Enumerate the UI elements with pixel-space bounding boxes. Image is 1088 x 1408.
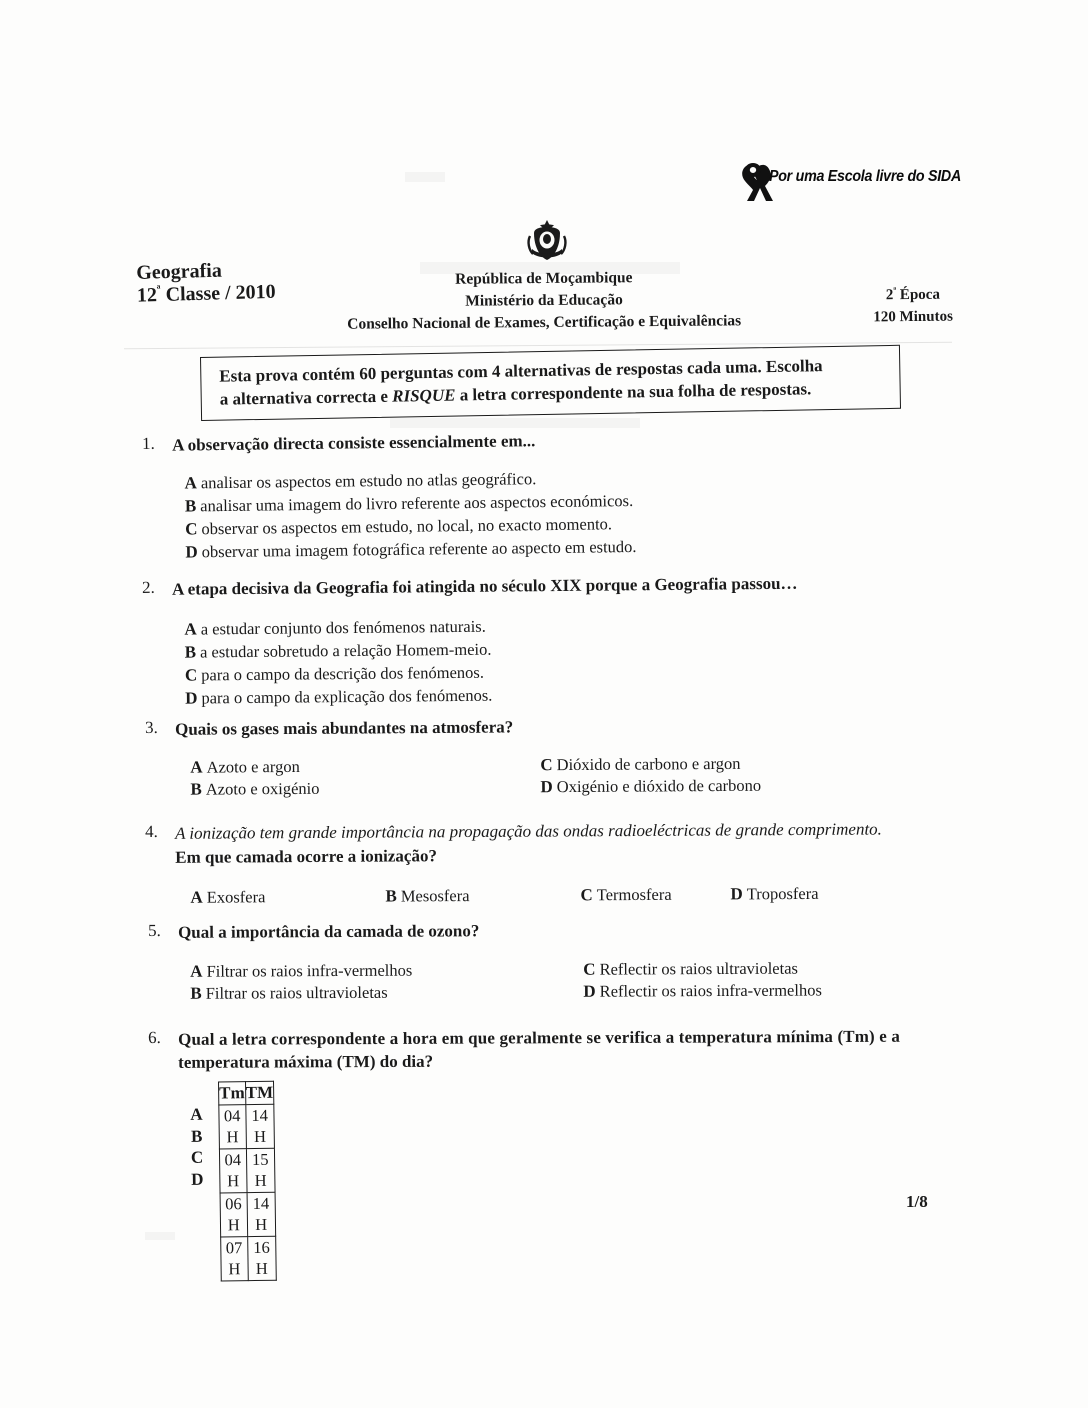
question-4-option-c[interactable]	[580, 885, 671, 906]
question-6-row-labels	[182, 1104, 211, 1190]
question-4-text-bold: Em que camada ocorre a ionização?	[175, 846, 438, 868]
option-text: a estudar conjunto dos fenómenos naturais.	[200, 617, 486, 639]
option-text: Filtrar os raios infra-vermelhos	[206, 961, 413, 982]
option-text: Azoto e oxigénio	[205, 779, 320, 800]
option-text: Dióxido de carbono e argon	[556, 754, 741, 775]
question-3-option-a[interactable]	[190, 756, 300, 780]
question-6-header	[148, 1024, 968, 1051]
question-5-number: 5.	[148, 920, 161, 940]
question-3-number: 3.	[145, 717, 158, 737]
exam-session-block	[838, 284, 988, 329]
question-3-option-b[interactable]	[190, 778, 319, 802]
option-text: Mesosfera	[400, 885, 470, 906]
question-5	[148, 916, 1008, 1009]
question-2-header	[142, 570, 982, 602]
question-1	[142, 424, 944, 564]
option-letter: B	[190, 984, 202, 1004]
question-4-option-a[interactable]	[190, 887, 265, 907]
scan-artifact-smudge	[405, 172, 445, 182]
question-3-option-c[interactable]	[540, 753, 740, 777]
republic-line: República de Moçambique	[455, 269, 633, 288]
row-label-b: B	[190, 1126, 203, 1146]
option-letter: A	[184, 473, 198, 493]
option-text: para o campo da explicação dos fenómenos.	[201, 685, 493, 708]
table-row[interactable]	[221, 1236, 276, 1281]
option-text: Filtrar os raios ultravioletas	[205, 983, 388, 1004]
option-letter: D	[185, 688, 198, 708]
exam-subject: Geografia	[136, 259, 223, 284]
question-2-number: 2.	[142, 577, 155, 597]
cell-tmax: 15 H	[246, 1148, 275, 1192]
question-6	[148, 1024, 968, 1074]
option-letter: D	[583, 982, 596, 1002]
instructions-line-1: Esta prova contém 60 perguntas com 4 alternativas de respostas cada uma. Escolha	[219, 356, 823, 386]
question-4-options	[145, 883, 1005, 914]
option-letter: B	[190, 780, 202, 800]
option-text: Reflectir os raios ultravioletas	[599, 959, 798, 980]
question-5-option-c[interactable]	[583, 958, 798, 982]
option-letter: D	[185, 542, 198, 562]
question-6-text-line-2: temperatura máxima (TM) do dia?	[178, 1052, 434, 1073]
scan-artifact-smudge	[145, 1232, 175, 1240]
question-6-text-line-1: Qual a letra correspondente a hora em que geralmente se verifica a temperatura mínima (Tm) e a	[178, 1026, 901, 1049]
question-2-text: A etapa decisiva da Geografia foi atingida no século XIX porque a Geografia passou…	[172, 573, 798, 599]
mozambique-emblem-icon	[524, 219, 570, 265]
question-4-option-b[interactable]	[385, 886, 469, 907]
question-3-option-d[interactable]	[540, 775, 761, 799]
cell-tmax: 16 H	[247, 1236, 276, 1280]
cell-tmax: 14 H	[245, 1104, 274, 1148]
scan-artifact-smudge	[390, 418, 640, 428]
council-line: Conselho Nacional de Exames, Certificação e Equivalências	[347, 312, 742, 333]
option-letter: B	[184, 496, 197, 516]
column-header-tm: Tm	[219, 1082, 246, 1105]
question-5-options	[148, 957, 1008, 1010]
question-3-options	[145, 752, 985, 806]
option-text: observar os aspectos em estudo, no local, no exacto momento.	[201, 514, 613, 539]
option-letter: D	[730, 884, 743, 904]
page-number: 1/8	[906, 1192, 928, 1211]
option-letter: D	[540, 777, 553, 797]
option-letter: A	[190, 758, 203, 778]
option-text: analisar os aspectos em estudo no atlas geográfico.	[200, 469, 537, 493]
table-header-row	[219, 1081, 274, 1104]
instructions-line-2-before: a alternativa correcta e	[219, 386, 393, 409]
option-letter: C	[185, 519, 198, 539]
option-text: para o campo da descrição dos fenómenos.	[201, 662, 484, 685]
question-3-text: Quais os gases mais abundantes na atmosfera?	[175, 717, 514, 739]
question-3-header	[145, 712, 985, 741]
option-letter: C	[540, 755, 553, 775]
option-letter: C	[583, 960, 596, 980]
column-header-tmax: TM	[245, 1081, 274, 1104]
row-label-d: D	[191, 1169, 204, 1189]
option-letter: A	[190, 962, 203, 982]
table-row[interactable]	[219, 1104, 274, 1149]
question-6-number: 6.	[148, 1027, 161, 1047]
option-text: Reflectir os raios infra-vermelhos	[599, 980, 822, 1002]
row-label-a: A	[190, 1104, 203, 1124]
row-label-c: C	[190, 1147, 204, 1167]
question-1-options	[184, 464, 943, 564]
option-text: Troposfera	[746, 883, 819, 904]
option-text: Oxigénio e dióxido de carbono	[556, 776, 762, 797]
question-5-option-d[interactable]	[583, 980, 822, 1004]
question-4-number: 4.	[145, 821, 158, 841]
question-4-option-d[interactable]	[730, 884, 818, 905]
exam-session: $2^ª$ Época	[885, 286, 940, 304]
question-2-options	[184, 611, 983, 710]
instructions-line-2-after: a letra correspondente na sua folha de respostas.	[455, 378, 812, 405]
option-letter: A	[190, 887, 203, 907]
question-2	[142, 570, 983, 711]
question-5-text: Qual a importância da camada de ozono?	[178, 921, 480, 942]
option-text: analisar uma imagem do livro referente aos aspectos económicos.	[200, 491, 634, 516]
instructions-emphasis: RISQUE	[391, 385, 456, 406]
cell-tm: 04 H	[219, 1104, 246, 1148]
option-text: Azoto e argon	[206, 757, 300, 778]
cell-tm: 04 H	[219, 1148, 246, 1192]
question-5-option-b[interactable]	[190, 982, 387, 1006]
option-text: Exosfera	[206, 887, 266, 907]
question-1-header	[142, 424, 942, 457]
question-1-number: 1.	[142, 433, 155, 453]
instructions-box	[200, 345, 901, 421]
cell-tmax: 14 H	[247, 1192, 276, 1236]
option-letter: C	[580, 885, 593, 905]
table-row[interactable]	[219, 1148, 274, 1193]
exam-class-year: $12^ª$ Classe / 2010	[136, 281, 276, 308]
question-4-text-italic: A ionização tem grande importância na propagação das ondas radioeléctricas de grande comprimento.	[175, 819, 882, 843]
option-text: Termosfera	[596, 884, 672, 905]
cell-tm: 06 H	[220, 1192, 247, 1236]
cell-tm: 07 H	[221, 1236, 248, 1280]
question-3	[145, 712, 986, 805]
question-6-table	[218, 1081, 277, 1281]
question-5-header	[148, 916, 1008, 944]
option-text: a estudar sobretudo a relação Homem-meio.	[199, 639, 492, 662]
table-row[interactable]	[220, 1192, 275, 1237]
aids-ribbon-logo	[733, 160, 983, 202]
question-1-text: A observação directa consiste essencialmente em...	[172, 431, 536, 455]
option-text: observar uma imagem fotográfica referente ao aspecto em estudo.	[201, 536, 637, 562]
ribbon-slogan-text: Por uma Escola livre do SIDA	[769, 168, 961, 185]
option-letter: C	[184, 665, 198, 685]
option-letter: A	[184, 619, 197, 640]
question-5-option-a[interactable]	[190, 960, 412, 984]
option-letter: B	[184, 642, 197, 662]
exam-duration: 120 Minutos	[873, 308, 953, 326]
option-letter: B	[385, 886, 397, 906]
question-4	[145, 817, 1006, 914]
ministry-line: Ministério da Educação	[465, 291, 623, 310]
